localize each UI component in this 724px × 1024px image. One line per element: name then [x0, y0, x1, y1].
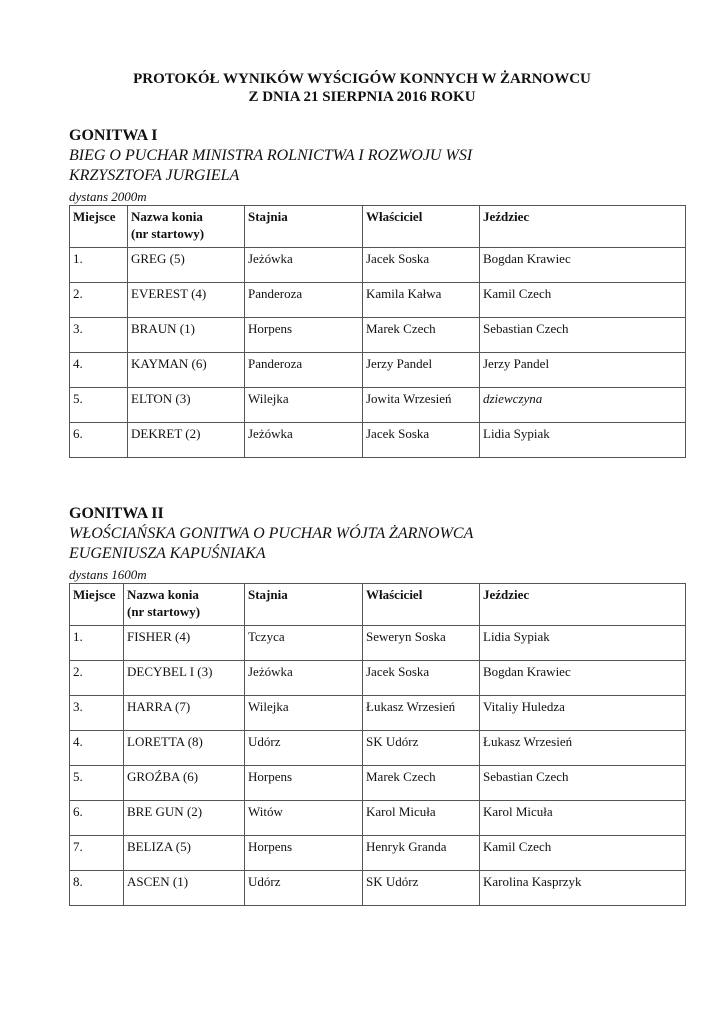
cell-horse: HARRA (7) — [124, 696, 245, 731]
table-row — [70, 353, 686, 388]
cell-jockey: Bogdan Krawiec — [480, 248, 686, 283]
cell-stable: Jeżówka — [245, 423, 363, 458]
cell-stable: Udórz — [245, 871, 363, 906]
cell-jockey: dziewczyna — [480, 388, 686, 423]
cell-jockey: Łukasz Wrzesień — [480, 731, 686, 766]
cell-jockey: Vitaliy Huledza — [480, 696, 686, 731]
header-owner: Właściciel — [363, 584, 480, 626]
cell-jockey: Lidia Sypiak — [480, 626, 686, 661]
cell-owner: Marek Czech — [363, 766, 480, 801]
cell-horse: LORETTA (8) — [124, 731, 245, 766]
table-row — [70, 318, 686, 353]
header-horse-line-1: Nazwa konia — [127, 587, 199, 602]
cell-place: 2. — [70, 661, 124, 696]
table-row — [70, 283, 686, 318]
header-horse-line-2: (nr startowy) — [131, 226, 205, 241]
cell-jockey: Sebastian Czech — [480, 766, 686, 801]
cell-horse: DECYBEL I (3) — [124, 661, 245, 696]
cell-horse: BELIZA (5) — [124, 836, 245, 871]
cell-horse: ELTON (3) — [128, 388, 245, 423]
cell-stable: Panderoza — [245, 353, 363, 388]
cell-horse: GROŹBA (6) — [124, 766, 245, 801]
cell-owner: Jacek Soska — [363, 423, 480, 458]
cell-horse: KAYMAN (6) — [128, 353, 245, 388]
cell-stable: Wilejka — [245, 696, 363, 731]
cell-stable: Witów — [245, 801, 363, 836]
cell-jockey: Kamil Czech — [480, 836, 686, 871]
cell-place: 5. — [70, 388, 128, 423]
title-line-2: Z DNIA 21 SIERPNIA 2016 ROKU — [248, 89, 476, 105]
cell-owner: Łukasz Wrzesień — [363, 696, 480, 731]
header-place: Miejsce — [70, 206, 128, 248]
table-row — [70, 871, 686, 906]
header-stable: Stajnia — [245, 206, 363, 248]
table-row — [70, 801, 686, 836]
cell-stable: Horpens — [245, 318, 363, 353]
cell-horse: BRE GUN (2) — [124, 801, 245, 836]
header-horse — [124, 584, 245, 626]
cell-place: 8. — [70, 871, 124, 906]
results-table-2 — [69, 583, 686, 906]
table-header-row — [70, 206, 686, 248]
cell-owner: Marek Czech — [363, 318, 480, 353]
cell-stable: Tczyca — [245, 626, 363, 661]
table-row — [70, 836, 686, 871]
cell-owner: Jowita Wrzesień — [363, 388, 480, 423]
race-name-line-1: BIEG O PUCHAR MINISTRA ROLNICTWA I ROZWOJU WSI — [69, 147, 473, 164]
cell-place: 7. — [70, 836, 124, 871]
cell-horse: ASCEN (1) — [124, 871, 245, 906]
cell-stable: Jeżówka — [245, 248, 363, 283]
table-row — [70, 696, 686, 731]
cell-place: 1. — [70, 626, 124, 661]
cell-jockey: Sebastian Czech — [480, 318, 686, 353]
race-distance: dystans 2000m — [69, 189, 147, 204]
cell-place: 4. — [70, 353, 128, 388]
race-heading: GONITWA II — [69, 505, 164, 522]
cell-place: 6. — [70, 801, 124, 836]
race-name-line-2: EUGENIUSZA KAPUŚNIAKA — [69, 545, 266, 562]
cell-owner: Karol Micuła — [363, 801, 480, 836]
results-table-1 — [69, 205, 686, 458]
cell-owner: SK Udórz — [363, 731, 480, 766]
cell-stable: Jeżówka — [245, 661, 363, 696]
cell-jockey: Bogdan Krawiec — [480, 661, 686, 696]
cell-stable: Wilejka — [245, 388, 363, 423]
header-place: Miejsce — [70, 584, 124, 626]
cell-owner: Kamila Kałwa — [363, 283, 480, 318]
header-jockey: Jeździec — [480, 206, 686, 248]
cell-owner: Jacek Soska — [363, 661, 480, 696]
header-jockey: Jeździec — [480, 584, 686, 626]
cell-place: 1. — [70, 248, 128, 283]
table-row — [70, 731, 686, 766]
cell-place: 4. — [70, 731, 124, 766]
header-horse — [128, 206, 245, 248]
table-row — [70, 423, 686, 458]
table-row — [70, 388, 686, 423]
cell-horse: FISHER (4) — [124, 626, 245, 661]
race-section-2 — [69, 504, 685, 906]
table-header-row — [70, 584, 686, 626]
cell-place: 6. — [70, 423, 128, 458]
title-line-1: PROTOKÓŁ WYNIKÓW WYŚCIGÓW KONNYCH W ŻARNOWCU — [133, 71, 591, 87]
cell-horse: BRAUN (1) — [128, 318, 245, 353]
cell-owner: Henryk Granda — [363, 836, 480, 871]
cell-horse: GREG (5) — [128, 248, 245, 283]
cell-place: 5. — [70, 766, 124, 801]
cell-place: 2. — [70, 283, 128, 318]
race-heading: GONITWA I — [69, 127, 158, 144]
cell-stable: Panderoza — [245, 283, 363, 318]
cell-stable: Horpens — [245, 766, 363, 801]
header-owner: Właściciel — [363, 206, 480, 248]
cell-place: 3. — [70, 696, 124, 731]
cell-owner: SK Udórz — [363, 871, 480, 906]
race-distance: dystans 1600m — [69, 567, 147, 582]
cell-stable: Horpens — [245, 836, 363, 871]
table-row — [70, 248, 686, 283]
race-name-line-1: WŁOŚCIAŃSKA GONITWA O PUCHAR WÓJTA ŻARNOWCA — [69, 525, 474, 542]
table-row — [70, 661, 686, 696]
race-name-line-2: KRZYSZTOFA JURGIELA — [69, 167, 240, 184]
cell-horse: EVEREST (4) — [128, 283, 245, 318]
cell-stable: Udórz — [245, 731, 363, 766]
cell-owner: Seweryn Soska — [363, 626, 480, 661]
cell-jockey: Karol Micuła — [480, 801, 686, 836]
cell-owner: Jerzy Pandel — [363, 353, 480, 388]
header-horse-line-1: Nazwa konia — [131, 209, 203, 224]
race-section-1 — [69, 126, 685, 458]
table-row — [70, 626, 686, 661]
document-title — [0, 70, 724, 106]
table-row — [70, 766, 686, 801]
header-stable: Stajnia — [245, 584, 363, 626]
cell-jockey: Kamil Czech — [480, 283, 686, 318]
header-horse-line-2: (nr startowy) — [127, 604, 201, 619]
cell-owner: Jacek Soska — [363, 248, 480, 283]
cell-jockey: Jerzy Pandel — [480, 353, 686, 388]
cell-jockey: Karolina Kasprzyk — [480, 871, 686, 906]
cell-horse: DEKRET (2) — [128, 423, 245, 458]
cell-jockey: Lidia Sypiak — [480, 423, 686, 458]
cell-place: 3. — [70, 318, 128, 353]
